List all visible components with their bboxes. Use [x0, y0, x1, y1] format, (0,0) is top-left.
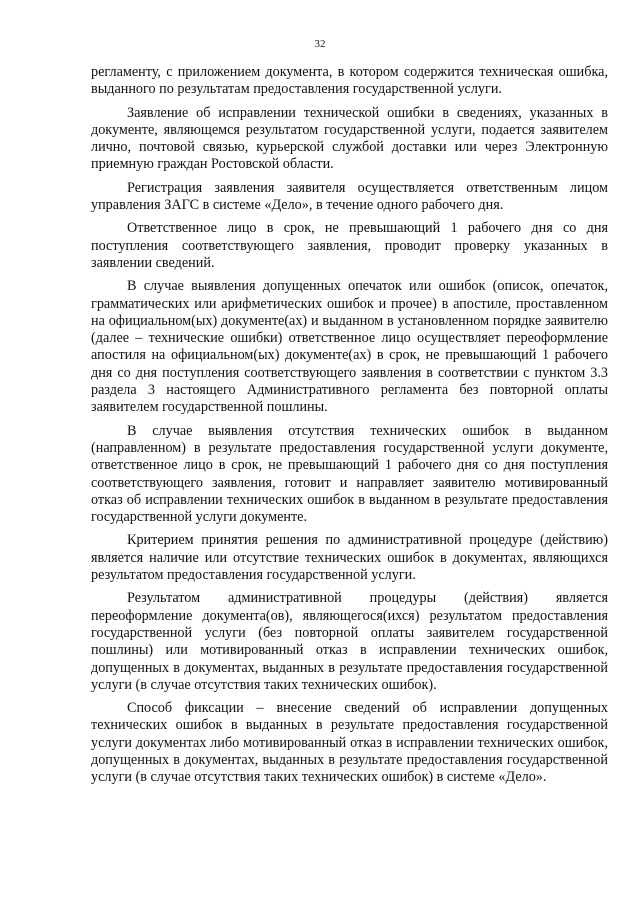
paragraph-verification: Ответственное лицо в срок, не превышающий 1 рабочего дня со дня поступления соответствующего заявления, проводит проверку указанных в заявлении сведений. — [91, 220, 608, 271]
paragraph-error-correction: В случае выявления допущенных опечаток или ошибок (описок, опечаток, грамматических или арифметических ошибок и прочее) в апостиле, проставленном на официальном(ых) документе(ах) и выданном в установленном порядке заявителю (далее – технические ошибки) ответственное лицо осуществляет переоформление апостиля на официальном(ых) документе(ах) в срок, не превышающий 1 рабочего дня со дня поступления соответствующего заявления в соответствии с пунктом 3.3 раздела 3 настоящего Административного регламента без повторной оплаты заявителем государственной пошлины. — [91, 278, 608, 416]
document-body — [91, 64, 608, 793]
paragraph-decision-criterion: Критерием принятия решения по административной процедуре (действию) является наличие или отсутствие технических ошибок в документах, являющихся результатом предоставления государственной услуги. — [91, 532, 608, 584]
paragraph-recording-method: Способ фиксации – внесение сведений об исправлении допущенных технических ошибок в выданных в результате предоставления государственной услуги документах либо мотивированный отказ в исправлении технических ошибок, допущенных в документах, выданных в результате предоставления государственной услуги (в случае отсутствия таких технических ошибок) в системе «Дело». — [91, 700, 608, 786]
paragraph-result: Результатом административной процедуры (действия) является переоформление документа(ов), являющегося(ихся) результатом предоставления государственной услуги (без повторной оплаты заявителем государственной пошлины) или мотивированный отказ в исправлении технических ошибок, допущенных в документах, выданных в результате предоставления государственной услуги (в случае отсутствия таких технических ошибок). — [91, 590, 608, 693]
paragraph-registration: Регистрация заявления заявителя осуществляется ответственным лицом управления ЗАГС в системе «Дело», в течение одного рабочего дня. — [91, 179, 608, 214]
paragraph-application-submission: Заявление об исправлении технической ошибки в сведениях, указанных в документе, являющемся результатом государственной услуги, подается заявителем лично, почтовой связью, курьерской службой доставки или через Электронную приемную граждан Ростовской области. — [91, 104, 608, 173]
page-number: 32 — [314, 38, 326, 50]
paragraph-refusal: В случае выявления отсутствия технических ошибок в выданном (направленном) в результате предоставления государственной услуги документе, ответственное лицо в срок, не превышающий 1 рабочего дня со дня поступления соответствующего заявления, готовит и направляет заявителю мотивированный отказ об исправлении технических ошибок в выданном в результате предоставления государственной услуги документе. — [91, 422, 608, 526]
paragraph-continuation: регламенту, с приложением документа, в котором содержится техническая ошибка, выданного по результатам предоставления государственной услуги. — [91, 64, 608, 98]
